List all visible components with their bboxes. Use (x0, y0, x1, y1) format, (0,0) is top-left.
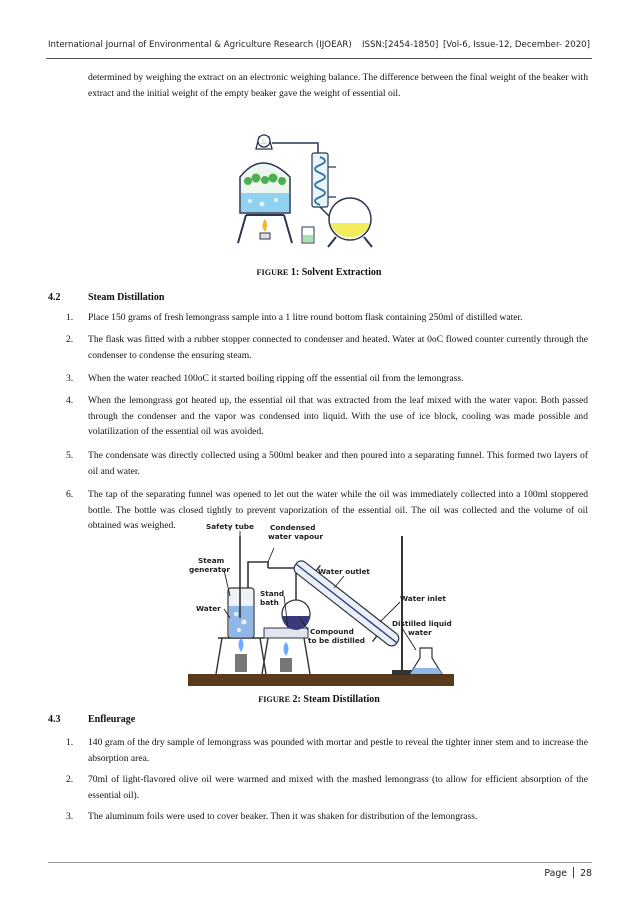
list-item-number: 1. (66, 312, 74, 323)
figure-1-solvent-extraction-illustration (232, 127, 392, 251)
footer-separator (573, 867, 574, 878)
label-distilled-liquid: Distilled liquid (392, 619, 452, 628)
list-item-text: 140 gram of the dry sample of lemongrass was pounded with mortar and pestle to reveal the tighter inner stem and to increase the absorption area. (88, 737, 588, 764)
list-item-text: When the lemongrass got heated up, the essential oil that was extracted from the leaf mixed with the water vapor. Both passed through the condenser and the vapor was condensed into liquid. With the use of ice block, cooling was made possible and volatilization of the essential oil was avoided. (88, 395, 588, 437)
svg-text:♨: ♨ (260, 137, 268, 146)
label-to-be-distilled: to be distilled (308, 636, 365, 645)
section-heading-4-3 (48, 714, 135, 725)
list-item-number: 4. (66, 395, 74, 406)
label-water-inlet: Water inlet (400, 594, 446, 603)
header-rule (46, 58, 592, 59)
label-generator: generator (189, 565, 230, 574)
list-item-text: The aluminum foils were used to cover beaker. Then it was shaken for distribution of the lemongrass. (88, 811, 478, 822)
figure-2-label: FIGURE (258, 695, 291, 704)
page-number: 28 (580, 868, 592, 879)
figure-2-steam-distillation-illustration (184, 518, 458, 690)
section-title: Steam Distillation (88, 292, 165, 303)
list-item-text: 70ml of light-flavored olive oil were warmed and mixed with the mashed lemongrass (to allow for efficient absorption of the essential oil). (88, 774, 588, 801)
figure-1-caption (0, 267, 638, 278)
section-heading-4-2 (48, 292, 164, 303)
list-item-text: The tap of the separating funnel was opened to let out the water while the oil was immediately collected into a 100ml stoppered bottle. The bottle was closed tightly to prevent vaporization of the essential oil. The oil was collected and the volume of oil obtained was weighed. (88, 489, 588, 531)
label-water-outlet: Water outlet (318, 567, 370, 576)
footer-rule (48, 862, 592, 863)
list-item-number: 2. (66, 334, 74, 345)
figure-2-caption (0, 694, 638, 705)
label-bath: bath (260, 598, 279, 607)
label-compound: Compound (310, 627, 354, 636)
running-header (48, 40, 590, 54)
label-steam: Steam (198, 556, 225, 565)
list-item-text: The flask was fitted with a rubber stopper connected to condenser and heated. Water at 0oC flowed counter currently through the condenser to condense the ensuring steam. (88, 334, 588, 361)
label-water: Water (196, 604, 221, 613)
list-item-number: 3. (66, 373, 74, 384)
list-item-text: Place 150 grams of fresh lemongrass sample into a 1 litre round bottom flask containing 250ml of distilled water. (88, 312, 523, 323)
page-footer (544, 867, 592, 879)
list-item-text: When the water reached 100oC it started boiling ripping off the essential oil from the lemongrass. (88, 373, 464, 384)
section-number: 4.3 (48, 714, 61, 725)
list-item-number: 6. (66, 489, 74, 500)
label-condensed: Condensed (270, 523, 316, 532)
intro-paragraph: determined by weighing the extract on an electronic weighing balance. The difference between the final weight of the beaker with extract and the initial weight of the empty beaker gave the weight of essential oil. (88, 72, 588, 99)
figure-1-title: Solvent Extraction (301, 267, 382, 278)
label-stand: Stand (260, 589, 285, 598)
figure-1-label: FIGURE (256, 268, 289, 277)
list-item-number: 5. (66, 450, 74, 461)
issn: ISSN:[2454-1850] (362, 40, 439, 50)
list-item-text: The condensate was directly collected using a 500ml beaker and then poured into a separating funnel. This formed two layers of oil and water. (88, 450, 588, 477)
section-title: Enfleurage (88, 714, 136, 725)
figure-1-number: 1: (290, 267, 300, 278)
label-distilled-water: water (408, 628, 432, 637)
list-item-number: 2. (66, 774, 74, 785)
volume-issue: [Vol-6, Issue-12, December- 2020] (442, 40, 590, 50)
journal-name: International Journal of Environmental & Agriculture Research (IJOEAR) (48, 40, 352, 50)
page-label: Page (544, 868, 568, 879)
section-number: 4.2 (48, 292, 61, 303)
figure-2-title: Steam Distillation (303, 694, 380, 705)
label-water-vapour: water vapour (268, 532, 323, 541)
list-item-number: 1. (66, 737, 74, 748)
figure-2-number: 2: (292, 694, 301, 705)
label-safety-tube: Safety tube (206, 522, 254, 531)
list-item-number: 3. (66, 811, 74, 822)
